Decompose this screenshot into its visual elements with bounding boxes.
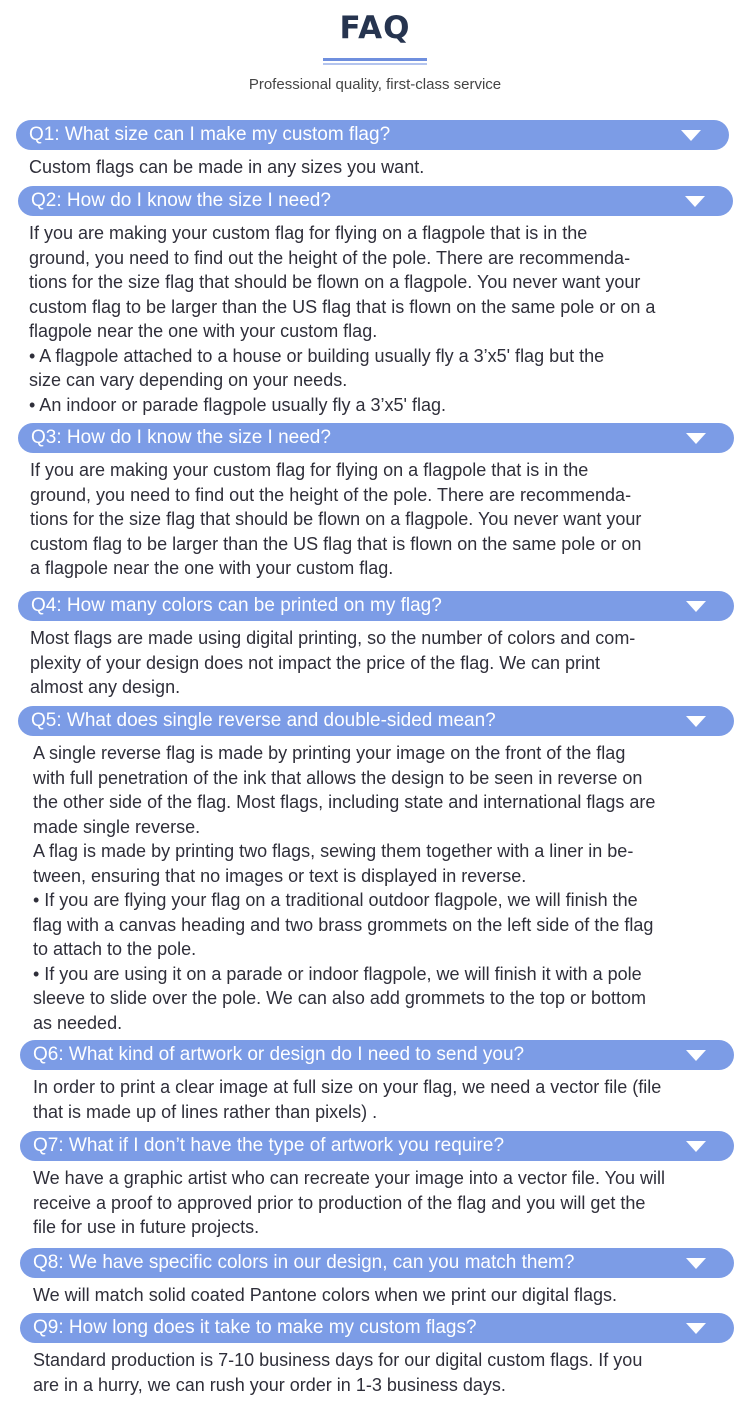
faq-answer-9 [33,1348,642,1397]
answer-line: flagpole near the one with your custom flag. [29,321,378,341]
question-text: Q6: What kind of artwork or design do I need to send you? [33,1044,525,1065]
answer-line: to attach to the pole. [33,939,197,959]
answer-line: flag with a canvas heading and two brass grommets on the left side of the flag [33,914,654,935]
faq-answer-5 [33,741,655,1035]
question-text: Q1: What size can I make my custom flag? [29,124,391,145]
answer-line: tween, ensuring that no images or text is displayed in reverse. [33,865,527,886]
answer-line: Most flags are made using digital printing, so the number of colors and com- [30,628,636,648]
answer-line: made single reverse. [33,816,201,837]
chevron-down-icon[interactable] [686,716,706,727]
answer-line: tions for the size flag that should be flown on a flagpole. You never want your [30,509,642,529]
answer-line: are in a hurry, we can rush your order in 1-3 business days. [33,1374,506,1395]
faq-answer-3 [30,458,641,581]
question-text: Q2: How do I know the size I need? [31,190,331,211]
faq-question-3[interactable] [18,423,734,453]
question-text: Q8: We have specific colors in our design, can you match them? [33,1252,575,1273]
answer-line: If you are making your custom flag for flying on a flagpole that is in the [29,223,588,243]
chevron-down-icon[interactable] [686,1323,706,1334]
answer-line: size can vary depending on your needs. [29,370,348,390]
faq-question-1[interactable] [16,120,729,150]
faq-answer-4 [30,626,635,700]
faq-answer-6 [33,1075,661,1124]
answer-line: tions for the size flag that should be flown on a flagpole. You never want your [29,272,641,292]
answer-line: sleeve to slide over the pole. We can also add grommets to the top or bottom [33,988,647,1008]
chevron-down-icon[interactable] [686,433,706,444]
answer-line: • A flagpole attached to a house or building usually fly a 3’x5' flag but the [29,345,605,366]
answer-line: custom flag to be larger than the US flag that is flown on the same pole or on [30,533,642,554]
answer-line: a flagpole near the one with your custom flag. [30,558,394,578]
faq-question-7[interactable] [20,1131,734,1161]
faq-subtitle: Professional quality, first-class service [248,76,502,93]
chevron-down-icon[interactable] [681,130,701,141]
answer-line: the other side of the flag. Most flags, including state and international flags are [33,792,656,812]
chevron-down-icon[interactable] [686,1050,706,1061]
faq-title: FAQ [339,10,411,46]
faq-question-5[interactable] [18,706,734,736]
faq-answer-2 [29,221,655,417]
faq-answer-7 [33,1166,665,1240]
faq-question-9[interactable] [20,1313,734,1343]
answer-line: Custom flags can be made in any sizes you want. [29,157,425,177]
answer-line: custom flag to be larger than the US flag that is flown on the same pole or on a [29,296,656,317]
answer-line: In order to print a clear image at full size on your flag, we need a vector file (file [33,1077,662,1097]
answer-line: file for use in future projects. [33,1217,260,1237]
answer-line: plexity of your design does not impact the price of the flag. We can print [30,652,600,673]
faq-answer-8 [33,1283,617,1308]
answer-line: A single reverse flag is made by printing your image on the front of the flag [33,743,626,763]
answer-line: almost any design. [30,677,181,697]
answer-line: as needed. [33,1012,123,1033]
faq-question-6[interactable] [20,1040,734,1070]
chevron-down-icon[interactable] [685,196,705,207]
question-text: Q3: How do I know the size I need? [31,427,331,448]
answer-line: • If you are using it on a parade or indoor flagpole, we will finish it with a pole [33,963,642,984]
answer-line: If you are making your custom flag for flying on a flagpole that is in the [30,460,589,480]
answer-line: • If you are flying your flag on a traditional outdoor flagpole, we will finish the [33,890,638,910]
question-text: Q5: What does single reverse and double-sided mean? [31,710,496,731]
answer-line: ground, you need to find out the height of the pole. There are recommenda- [30,484,632,505]
faq-question-4[interactable] [18,591,734,621]
chevron-down-icon[interactable] [686,1258,706,1269]
answer-line: We have a graphic artist who can recreate your image into a vector file. You will [33,1168,665,1188]
answer-line: Standard production is 7-10 business days for our digital custom flags. If you [33,1350,643,1370]
question-text: Q7: What if I don’t have the type of artwork you require? [33,1135,505,1156]
question-text: Q4: How many colors can be printed on my flag? [31,595,442,616]
faq-question-8[interactable] [20,1248,734,1278]
answer-line: ground, you need to find out the height of the pole. There are recommenda- [29,247,631,268]
answer-line: A flag is made by printing two flags, sewing them together with a liner in be- [33,841,634,861]
answer-line: We will match solid coated Pantone colors when we print our digital flags. [33,1285,617,1305]
title-underline-light [323,63,427,65]
question-text: Q9: How long does it take to make my custom flags? [33,1317,477,1338]
answer-line: • An indoor or parade flagpole usually fly a 3’x5' flag. [29,394,446,415]
faq-question-2[interactable] [18,186,733,216]
answer-line: with full penetration of the ink that allows the design to be seen in reverse on [33,767,643,788]
chevron-down-icon[interactable] [686,601,706,612]
answer-line: that is made up of lines rather than pixels) . [33,1101,378,1122]
faq-answer-1 [29,155,424,180]
answer-line: receive a proof to approved prior to production of the flag and you will get the [33,1192,646,1213]
title-underline [323,58,427,61]
chevron-down-icon[interactable] [686,1141,706,1152]
